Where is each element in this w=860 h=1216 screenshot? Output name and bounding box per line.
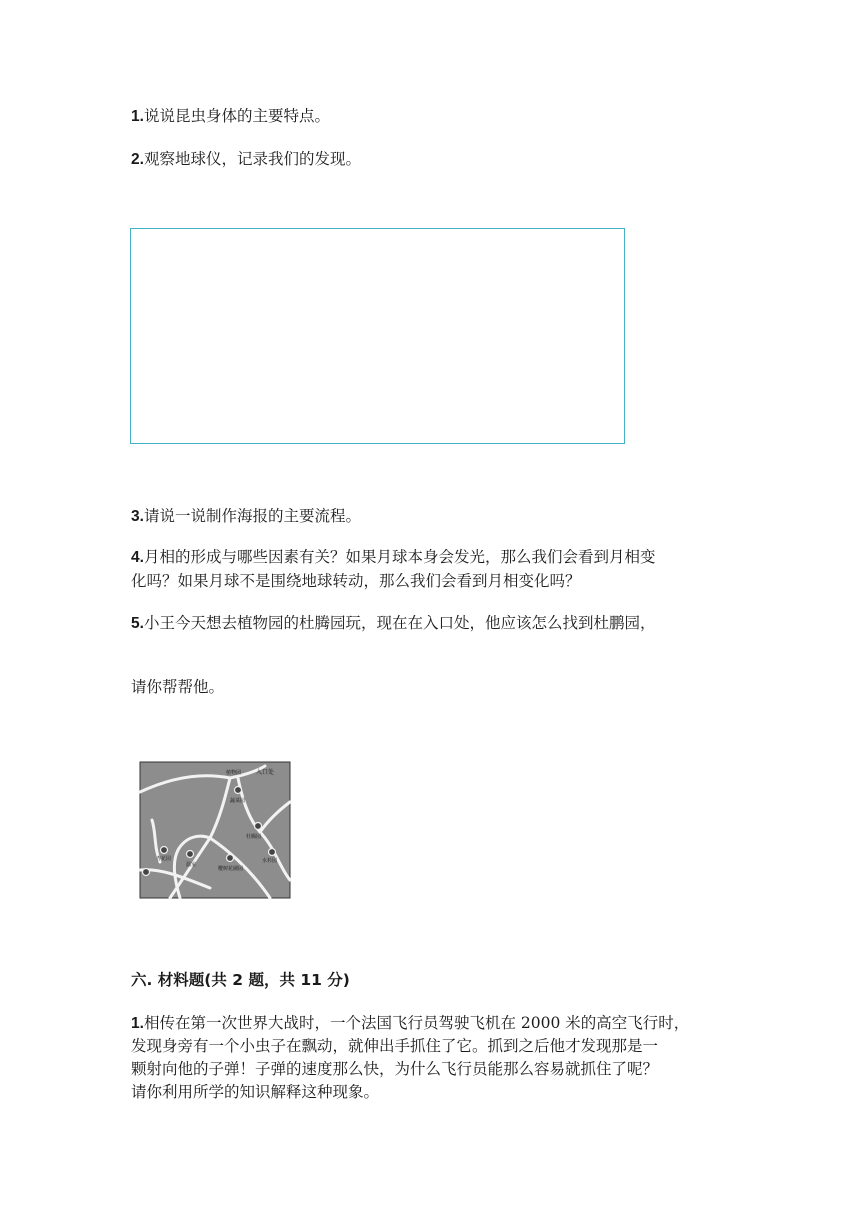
location-marker-icon — [227, 855, 234, 862]
question-number: 3. — [131, 508, 144, 525]
location-marker-icon — [161, 847, 168, 854]
material-1-line-3: 颗射向他的子弹！子弹的速度那么快，为什么飞行员能那么容易就抓住了呢？ — [131, 1060, 659, 1078]
section-6-heading: 六. 材料题(共 2 题，共 11 分) — [131, 971, 350, 989]
map-place-label: 水杉园 — [262, 858, 278, 864]
question-number: 1. — [131, 108, 144, 125]
material-1-line-4: 请你利用所学的知识解释这种现象。 — [131, 1083, 380, 1101]
question-text: 观察地球仪，记录我们的发现。 — [143, 150, 361, 168]
question-text: 说说昆虫身体的主要特点。 — [143, 107, 330, 125]
map-place-label: 蔬菜园 — [230, 798, 246, 804]
location-marker-icon — [255, 823, 262, 830]
question-number: 2. — [131, 151, 144, 168]
map-place-label: 温室 — [186, 862, 197, 868]
answer-box — [130, 228, 625, 444]
question-3 — [131, 505, 361, 528]
question-1 — [131, 105, 330, 128]
question-2 — [131, 148, 361, 171]
question-4-line-2: 化吗？如果月球不是围绕地球转动，那么我们会看到月相变化吗？ — [131, 572, 581, 590]
map-entrance-label-2: 入口处 — [256, 769, 275, 776]
map-place-label: 樱树花圃园 — [218, 866, 244, 872]
material-1-line-1 — [131, 1012, 689, 1035]
botanical-garden-map — [130, 758, 294, 902]
location-marker-icon — [143, 869, 150, 876]
question-text: 小王今天想去植物园的杜腾园玩，现在在入口处，他应该怎么找到杜鹏园， — [143, 614, 656, 632]
question-number: 4. — [131, 549, 144, 566]
map-place-label: 杜腾园 — [246, 834, 262, 840]
question-number: 5. — [131, 615, 144, 632]
question-5-line-1 — [131, 612, 655, 635]
location-marker-icon — [269, 849, 276, 856]
material-1-line-2: 发现身旁有一个小虫子在飘动，就伸出手抓住了它。抓到之后他才发现那是一 — [131, 1037, 659, 1055]
map-entrance-label: 植物园 — [226, 770, 242, 776]
map-place-label: 杏花园 — [156, 856, 172, 862]
location-marker-icon — [187, 851, 194, 858]
question-number: 1. — [131, 1015, 144, 1032]
location-marker-icon — [235, 787, 242, 794]
question-text: 相传在第一次世界大战时，一个法国飞行员驾驶飞机在 2000 米的高空飞行时， — [143, 1014, 690, 1032]
question-text: 请说一说制作海报的主要流程。 — [143, 507, 361, 525]
question-4-line-1 — [131, 546, 655, 569]
question-5-line-2: 请你帮帮他。 — [131, 678, 225, 696]
question-text: 月相的形成与哪些因素有关？如果月球本身会发光，那么我们会看到月相变 — [143, 548, 656, 566]
